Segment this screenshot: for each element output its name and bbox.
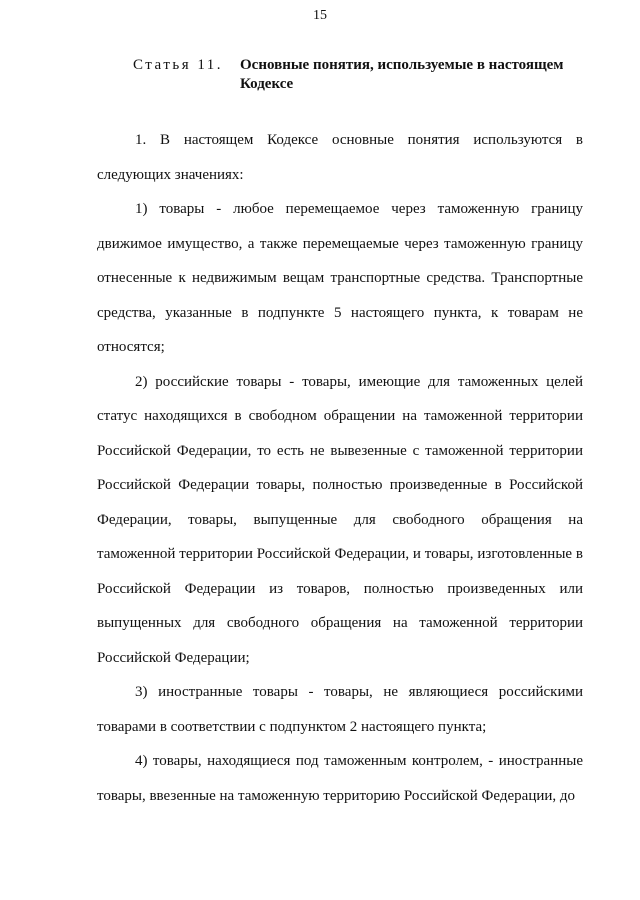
- paragraph-item-4: 4) товары, находящиеся под таможенным контролем, - иностранные товары, ввезенные на таможенную территорию Российской Федерации, до: [97, 753, 583, 804]
- article-body: [97, 123, 583, 813]
- article-label: Статья 11.: [133, 57, 224, 73]
- paragraph-item-1: 1) товары - любое перемещаемое через таможенную границу движимое имущество, а также перемещаемые через таможенную границу отнесенные к недвижимым вещам транспортные средства. Транспортные средства, указанные в подпункте 5 настоящего пункта, к товарам не относятся;: [97, 201, 583, 355]
- article-title: Основные понятия, используемые в настоящем Кодексе: [240, 57, 564, 92]
- paragraph-item-2: 2) российские товары - товары, имеющие для таможенных целей статус находящихся в свободном обращении на таможенной территории Российской Федерации, то есть не вывезенные с таможенной территории Российской Федерации товары, полностью произведенные в Российской Федерации, товары, выпущенные для свободного обращения на таможенной территории Российской Федерации, и товары, изготовленные в Российской Федерации из товаров, полностью произведенных или выпущенных для свободного обращения на таможенной территории Российской Федерации;: [97, 373, 583, 666]
- paragraph-item-3: 3) иностранные товары - товары, не являющиеся российскими товарами в соответствии с подпунктом 2 настоящего пункта;: [97, 684, 583, 735]
- page-number: 15: [313, 8, 327, 23]
- paragraph-intro: 1. В настоящем Кодексе основные понятия используются в следующих значениях:: [97, 132, 583, 183]
